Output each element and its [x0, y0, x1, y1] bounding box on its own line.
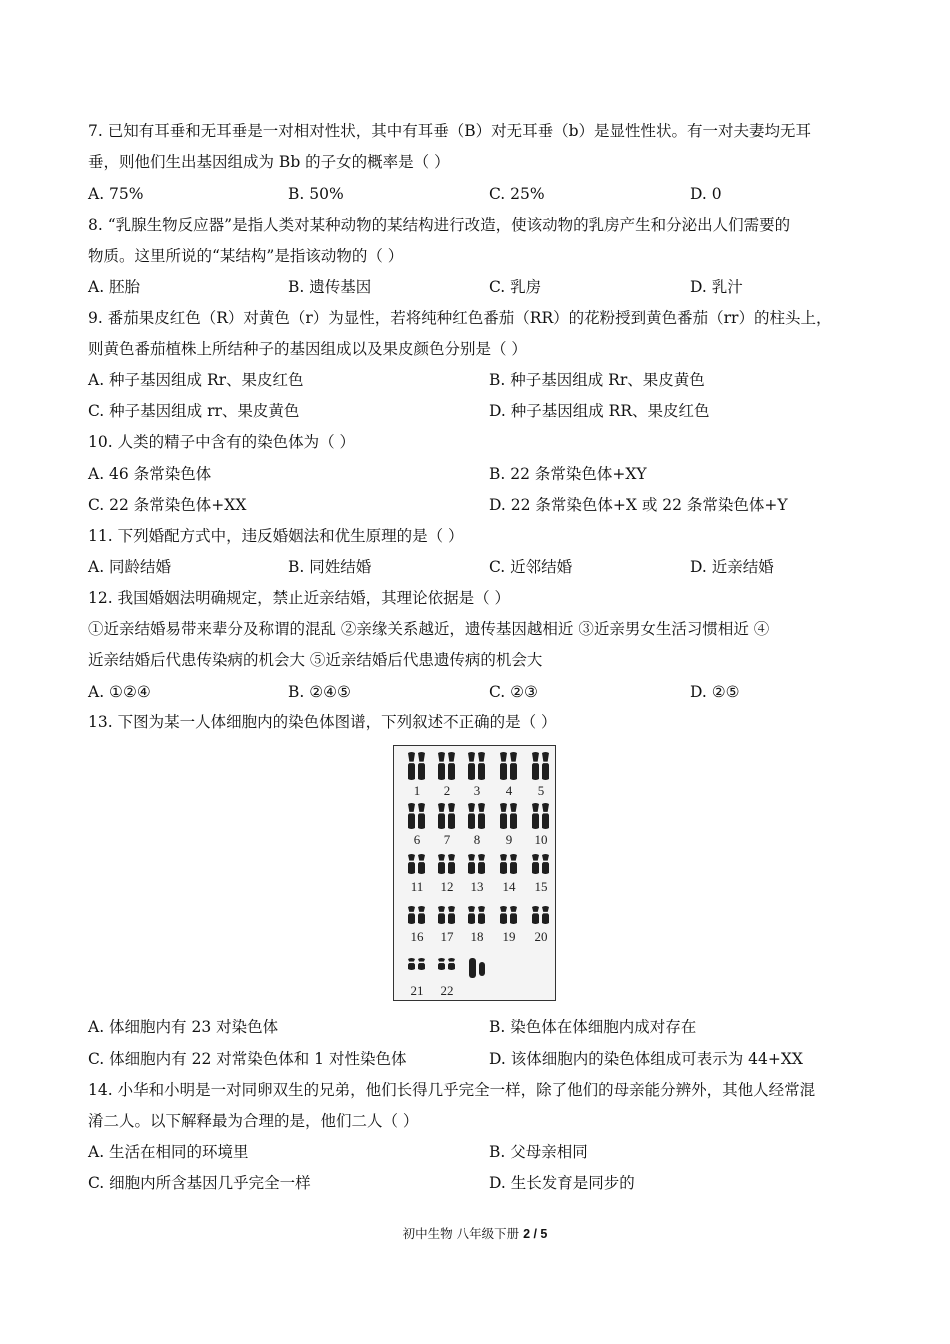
question-8-text-line2: 物质。这里所说的“某结构”是指该动物的（ ） — [88, 247, 404, 265]
chromosome-number-label: 12 — [440, 879, 454, 894]
chromosome-pair-3 — [466, 752, 488, 780]
question-10-option-b: B. 22 条常染色体+XY — [489, 465, 647, 483]
question-9-text-line2: 则黄色番茄植株上所结种子的基因组成以及果皮颜色分别是（ ） — [88, 340, 527, 358]
chromosome-number-label: 7 — [443, 832, 451, 847]
chromosome-pair-18 — [466, 906, 488, 924]
question-9-option-b: B. 种子基因组成 Rr、果皮黄色 — [489, 371, 705, 389]
chromosome-number-label: 13 — [470, 879, 484, 894]
question-13-option-c: C. 体细胞内有 22 对常染色体和 1 对性染色体 — [88, 1050, 407, 1068]
chromosome-pair-2 — [436, 752, 458, 780]
chromosome-number-label: 8 — [473, 832, 481, 847]
page-footer — [0, 1226, 950, 1242]
question-14-text-line2: 淆二人。以下解释最为合理的是，他们二人（ ） — [88, 1112, 419, 1130]
question-8-option-a: A. 胚胎 — [88, 278, 141, 296]
chromosome-number-label: 20 — [534, 929, 548, 944]
question-12-option-c: C. ②③ — [489, 683, 538, 701]
question-7-text-line2: 垂，则他们生出基因组成为 Bb 的子女的概率是（ ） — [88, 153, 450, 171]
question-12-text-line1: 12. 我国婚姻法明确规定，禁止近亲结婚，其理论依据是（ ） — [88, 589, 511, 607]
chromosome-number-label: 21 — [410, 983, 424, 998]
question-12-option-b: B. ②④⑤ — [288, 683, 351, 701]
question-11-option-d: D. 近亲结婚 — [690, 558, 774, 576]
question-13-text: 13. 下图为某一人体细胞内的染色体图谱，下列叙述不正确的是（ ） — [88, 713, 557, 731]
chromosome-pair-6 — [406, 803, 428, 829]
chromosome-number-label: 5 — [537, 783, 545, 798]
chromosome-number-label: 9 — [505, 832, 513, 847]
question-7-text-line1: 7. 已知有耳垂和无耳垂是一对相对性状，其中有耳垂（B）对无耳垂（b）是显性性状。有一对夫妻均无耳 — [88, 122, 812, 140]
chromosome-pair-10 — [530, 803, 552, 829]
chromosome-pair-21 — [406, 958, 428, 970]
question-10-text: 10. 人类的精子中含有的染色体为（ ） — [88, 433, 356, 451]
chromosome-pair-11 — [406, 854, 428, 874]
chromosome-number-label: 3 — [473, 783, 481, 798]
question-9-option-d: D. 种子基因组成 RR、果皮红色 — [489, 402, 710, 420]
question-12-text-line2: ①近亲结婚易带来辈分及称谓的混乱 ②亲缘关系越近，遗传基因越相近 ③近亲男女生活习惯相近 ④ — [88, 620, 770, 638]
question-9-text-line1: 9. 番茄果皮红色（R）对黄色（r）为显性，若将纯种红色番茄（RR）的花粉授到黄色番茄（rr）的柱头上， — [88, 309, 832, 327]
chromosome-pair-8 — [466, 803, 488, 829]
chromosome-pair-4 — [498, 752, 520, 780]
question-11-option-a: A. 同龄结婚 — [88, 558, 172, 576]
question-14-option-c: C. 细胞内所含基因几乎完全一样 — [88, 1174, 311, 1192]
chromosome-number-label: 19 — [502, 929, 516, 944]
question-11-option-c: C. 近邻结婚 — [489, 558, 573, 576]
question-9-option-c: C. 种子基因组成 rr、果皮黄色 — [88, 402, 300, 420]
chromosome-number-label: 10 — [534, 832, 548, 847]
chromosome-pair-1 — [406, 752, 428, 780]
question-10-option-c: C. 22 条常染色体+XX — [88, 496, 247, 514]
chromosome-number-label: 2 — [443, 783, 451, 798]
chromosome-number-label: 22 — [440, 983, 454, 998]
chromosome-pair-13 — [466, 854, 488, 874]
question-9-option-a: A. 种子基因组成 Rr、果皮红色 — [88, 371, 304, 389]
question-14-option-d: D. 生长发育是同步的 — [489, 1174, 635, 1192]
chromosome-number-label: 4 — [505, 783, 513, 798]
question-7-option-b: B. 50% — [288, 185, 344, 203]
question-12-option-a: A. ①②④ — [88, 683, 151, 701]
question-13-option-d: D. 该体细胞内的染色体组成可表示为 44+XX — [489, 1050, 803, 1068]
chromosome-pair-9 — [498, 803, 520, 829]
chromosome-number-label: 11 — [410, 879, 424, 894]
question-10-option-d: D. 22 条常染色体+X 或 22 条常染色体+Y — [489, 496, 788, 514]
question-7-option-c: C. 25% — [489, 185, 545, 203]
question-13-option-b: B. 染色体在体细胞内成对存在 — [489, 1018, 697, 1036]
footer-subject: 初中生物 八年级下册 — [402, 1226, 524, 1241]
chromosome-number-label: 17 — [440, 929, 454, 944]
chromosome-pair-7 — [436, 803, 458, 829]
footer-page-number: 2 / 5 — [523, 1227, 548, 1241]
chromosome-number-label: 1 — [413, 783, 421, 798]
question-7-option-d: D. 0 — [690, 185, 722, 203]
question-14-text-line1: 14. 小华和小明是一对同卵双生的兄弟，他们长得几乎完全一样，除了他们的母亲能分辨外，其他人经常混 — [88, 1081, 816, 1099]
chromosome-pair-20 — [530, 906, 552, 924]
chromosome-number-label: 16 — [410, 929, 424, 944]
chromosome-pair-14 — [498, 854, 520, 874]
chromosome-pair-22 — [436, 958, 458, 970]
question-7-option-a: A. 75% — [88, 185, 144, 203]
question-13-option-a: A. 体细胞内有 23 对染色体 — [88, 1018, 279, 1036]
question-14-option-b: B. 父母亲相同 — [489, 1143, 588, 1161]
chromosome-pair-16 — [406, 906, 428, 924]
question-8-option-d: D. 乳汁 — [690, 278, 743, 296]
question-11-text: 11. 下列婚配方式中，违反婚姻法和优生原理的是（ ） — [88, 527, 464, 545]
question-12-option-d: D. ②⑤ — [690, 683, 740, 701]
sex-chromosome-pair — [466, 958, 488, 980]
question-10-option-a: A. 46 条常染色体 — [88, 465, 212, 483]
chromosome-pair-5 — [530, 752, 552, 780]
question-8-text-line1: 8. “乳腺生物反应器”是指人类对某种动物的某结构进行改造，使该动物的乳房产生和分泌出人们需要的 — [88, 216, 791, 234]
chromosome-pair-19 — [498, 906, 520, 924]
question-8-option-c: C. 乳房 — [489, 278, 542, 296]
chromosome-number-label: 14 — [502, 879, 516, 894]
chromosome-number-label: 6 — [413, 832, 421, 847]
question-14-option-a: A. 生活在相同的环境里 — [88, 1143, 249, 1161]
question-12-text-line3: 近亲结婚后代患传染病的机会大 ⑤近亲结婚后代患遗传病的机会大 — [88, 651, 543, 669]
chromosome-pair-17 — [436, 906, 458, 924]
chromosome-number-label: 15 — [534, 879, 548, 894]
chromosome-number-label: 18 — [470, 929, 484, 944]
chromosome-pair-15 — [530, 854, 552, 874]
question-11-option-b: B. 同姓结婚 — [288, 558, 372, 576]
question-8-option-b: B. 遗传基因 — [288, 278, 372, 296]
chromosome-pair-12 — [436, 854, 458, 874]
karyotype-image — [393, 745, 556, 1001]
